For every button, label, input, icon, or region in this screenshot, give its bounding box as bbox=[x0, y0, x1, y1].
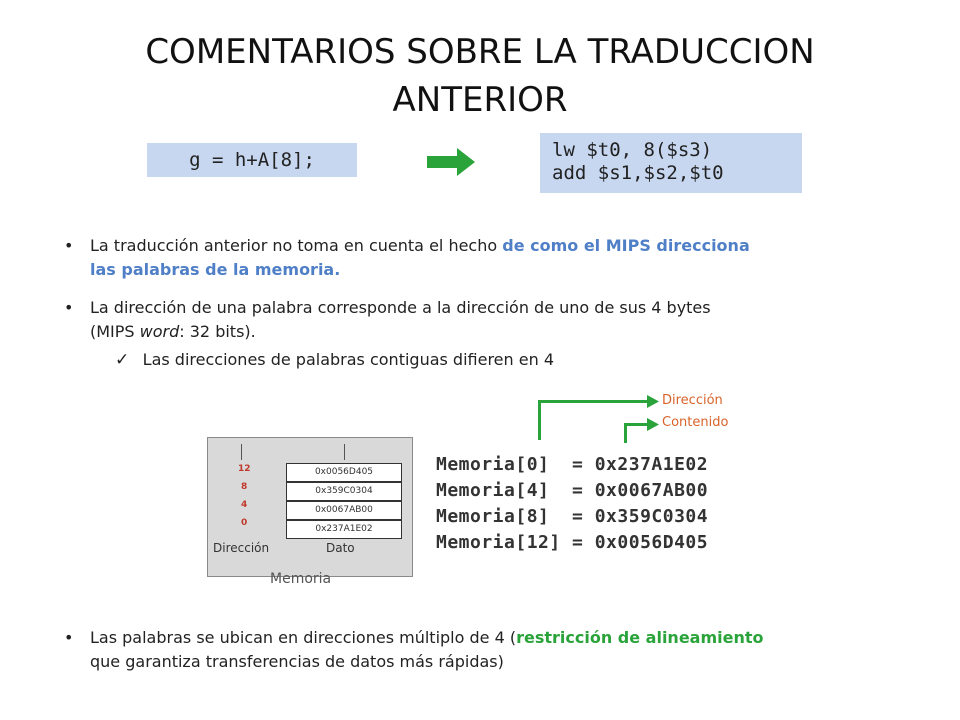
address-label: 0 bbox=[241, 518, 248, 528]
slide-title bbox=[0, 28, 960, 124]
address-continuation-mark bbox=[241, 444, 242, 460]
memory-entry: Memoria[0] = 0x237A1E02 bbox=[436, 454, 709, 475]
bullet-dot: • bbox=[64, 298, 74, 317]
bullet-alignment bbox=[64, 626, 940, 674]
subpoint-text: Las direcciones de palabras contiguas difieren en 4 bbox=[142, 350, 554, 369]
subpoint-contiguous bbox=[115, 348, 554, 372]
memory-cell: 0x359C0304 bbox=[286, 482, 402, 501]
data-column-label: Dato bbox=[326, 541, 355, 555]
memory-entry: Memoria[4] = 0x0067AB00 bbox=[436, 480, 709, 501]
bullet-4-text: Las palabras se ubican en direcciones múltiplo de 4 ( bbox=[90, 628, 517, 647]
bullet-dot: • bbox=[64, 236, 74, 255]
legend-content: Contenido bbox=[662, 415, 729, 430]
memory-caption: Memoria bbox=[270, 571, 332, 587]
checkmark-icon: ✓ bbox=[115, 350, 130, 370]
arrowhead-icon bbox=[647, 418, 659, 431]
address-label: 8 bbox=[241, 482, 248, 492]
address-label: 12 bbox=[238, 464, 251, 474]
address-pointer-line bbox=[538, 400, 541, 440]
memory-cell: 0x0056D405 bbox=[286, 463, 402, 482]
data-continuation-mark bbox=[344, 444, 345, 460]
address-pointer-line bbox=[538, 400, 648, 403]
bullet-2-line-1: La dirección de una palabra corresponde a la dirección de uno de sus 4 bytes bbox=[90, 298, 711, 317]
right-arrow-icon bbox=[427, 148, 475, 176]
asm-line-1: lw $t0, 8($s3) bbox=[552, 139, 713, 161]
bullet-1-highlight-b: las palabras de la memoria. bbox=[90, 260, 341, 279]
bullet-dot: • bbox=[64, 628, 74, 647]
memory-entry: Memoria[8] = 0x359C0304 bbox=[436, 506, 709, 527]
content-pointer-line bbox=[624, 423, 648, 426]
bullet-1-text: La traducción anterior no toma en cuenta el hecho bbox=[90, 236, 503, 255]
bullet-2-prefix: (MIPS bbox=[90, 322, 140, 341]
bullet-2-suffix: : 32 bits). bbox=[179, 322, 256, 341]
bullet-4-line-2: que garantiza transferencias de datos más rápidas) bbox=[90, 652, 504, 671]
content-pointer-line bbox=[624, 423, 627, 443]
title-line-2: ANTERIOR bbox=[392, 80, 568, 120]
bullet-4-highlight: restricción de alineamiento bbox=[516, 628, 764, 647]
memory-cell: 0x237A1E02 bbox=[286, 520, 402, 539]
memory-listing bbox=[436, 452, 708, 556]
memory-entry: Memoria[12] = 0x0056D405 bbox=[436, 532, 709, 553]
arrowhead-icon bbox=[647, 395, 659, 408]
asm-line-2: add $s1,$s2,$t0 bbox=[552, 162, 724, 184]
bullet-2-italic: word bbox=[139, 322, 180, 341]
bullet-1-highlight-a: de como el MIPS direcciona bbox=[502, 236, 750, 255]
address-label: 4 bbox=[241, 500, 248, 510]
legend-address: Dirección bbox=[662, 393, 723, 408]
memory-diagram bbox=[207, 437, 413, 577]
bullet-word-address bbox=[64, 296, 890, 344]
assembly-code-box bbox=[540, 133, 802, 193]
bullet-translation-note bbox=[64, 234, 890, 282]
title-line-1: COMENTARIOS SOBRE LA TRADUCCION bbox=[145, 32, 815, 72]
address-column-label: Dirección bbox=[213, 541, 270, 555]
source-code-box: g = h+A[8]; bbox=[147, 143, 357, 177]
memory-cell: 0x0067AB00 bbox=[286, 501, 402, 520]
